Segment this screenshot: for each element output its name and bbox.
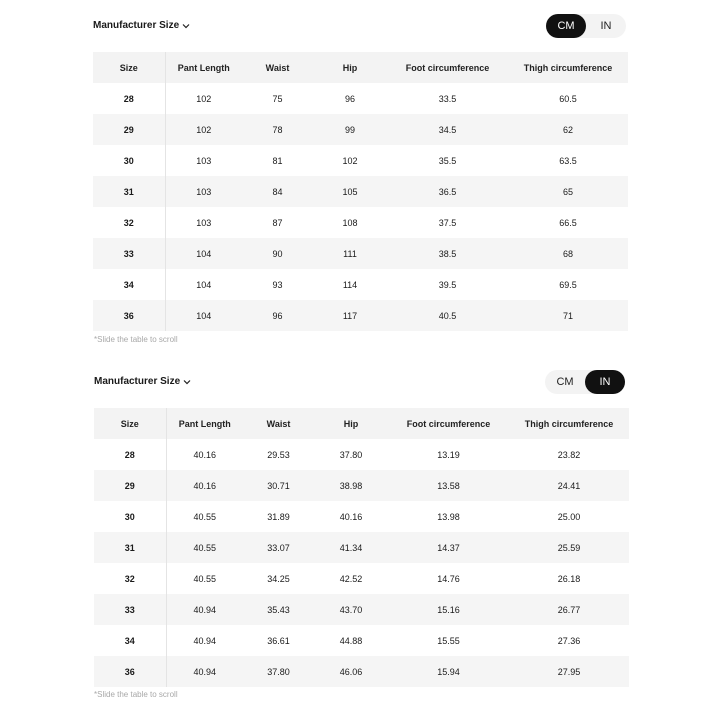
hip-cell: 108 — [342, 217, 358, 228]
table-row — [93, 114, 628, 145]
pant-length-cell: 40.55 — [166, 532, 243, 563]
foot-circumference-cell: 34.5 — [387, 114, 508, 145]
column-header-size: Size — [93, 52, 165, 83]
pant-length-cell: 40.94 — [166, 656, 243, 687]
foot-circumference-cell: 14.76 — [437, 573, 460, 584]
waist-cell: 90 — [242, 238, 313, 269]
table-row — [94, 594, 629, 625]
column-header-pant-length: Pant Length — [165, 52, 242, 83]
unit-toggle — [545, 370, 625, 394]
thigh-circumference-cell: 27.95 — [509, 656, 629, 687]
size-cell: 30 — [93, 145, 165, 176]
table-header-row — [93, 52, 628, 83]
waist-cell: 75 — [272, 93, 283, 104]
size-cell: 30 — [94, 501, 166, 532]
unit-in-button[interactable]: IN — [600, 20, 612, 32]
size-cell: 32 — [93, 207, 165, 238]
table-row — [93, 300, 628, 331]
hip-cell: 102 — [342, 155, 358, 166]
hip-cell: 105 — [313, 176, 387, 207]
table-row — [94, 656, 629, 687]
hip-cell: 114 — [342, 279, 358, 290]
hip-cell: 40.16 — [339, 511, 363, 522]
table-row — [93, 83, 628, 114]
waist-cell: 29.53 — [267, 449, 290, 460]
column-header-thigh-circumference: Thigh circumference — [509, 408, 629, 439]
foot-circumference-cell: 13.58 — [388, 470, 509, 501]
pant-length-cell: 40.16 — [166, 470, 243, 501]
hip-cell: 42.52 — [339, 573, 363, 584]
thigh-circumference-cell: 60.5 — [559, 93, 577, 104]
pant-length-cell: 104 — [165, 300, 242, 331]
pant-length-cell: 104 — [196, 279, 212, 290]
pant-length-cell: 40.94 — [193, 635, 217, 646]
thigh-circumference-cell: 26.77 — [509, 594, 629, 625]
column-header-foot-circumference: Foot circumference — [388, 408, 509, 439]
size-cell: 29 — [93, 114, 165, 145]
pant-length-cell: 102 — [165, 114, 242, 145]
thigh-circumference-cell: 62 — [508, 114, 628, 145]
hip-cell: 99 — [313, 114, 387, 145]
size-cell: 31 — [94, 532, 166, 563]
foot-circumference-cell: 15.16 — [388, 594, 509, 625]
waist-cell: 84 — [242, 176, 313, 207]
foot-circumference-cell: 40.5 — [387, 300, 508, 331]
thigh-circumference-cell: 63.5 — [559, 155, 577, 166]
waist-cell: 37.80 — [243, 656, 314, 687]
waist-cell: 30.71 — [243, 470, 314, 501]
table-row — [93, 269, 628, 300]
waist-cell: 35.43 — [243, 594, 314, 625]
thigh-circumference-cell: 24.41 — [509, 470, 629, 501]
hip-cell: 41.34 — [314, 532, 388, 563]
scroll-hint: *Slide the table to scroll — [94, 335, 178, 344]
thigh-circumference-cell: 68 — [508, 238, 628, 269]
unit-in-button[interactable]: IN — [585, 370, 625, 394]
thigh-circumference-cell: 66.5 — [559, 217, 577, 228]
table-row — [94, 439, 629, 470]
size-cell: 29 — [94, 470, 166, 501]
hip-cell: 44.88 — [339, 635, 363, 646]
size-table[interactable] — [94, 408, 629, 687]
foot-circumference-cell: 15.55 — [437, 635, 460, 646]
size-cell: 36 — [94, 656, 166, 687]
waist-cell: 36.61 — [267, 635, 290, 646]
chevron-down-icon — [183, 378, 191, 386]
unit-cm-button[interactable]: CM — [546, 14, 586, 38]
thigh-circumference-cell: 26.18 — [557, 573, 581, 584]
column-header-waist: Waist — [242, 52, 313, 83]
table-row — [94, 501, 629, 532]
pant-length-cell: 40.55 — [193, 511, 217, 522]
foot-circumference-cell: 14.37 — [388, 532, 509, 563]
thigh-circumference-cell: 65 — [508, 176, 628, 207]
pant-length-cell: 103 — [165, 176, 242, 207]
column-header-size: Size — [94, 408, 166, 439]
size-cell: 34 — [94, 625, 166, 656]
foot-circumference-cell: 39.5 — [438, 279, 457, 290]
scroll-hint: *Slide the table to scroll — [94, 690, 178, 699]
foot-circumference-cell: 33.5 — [438, 93, 457, 104]
foot-circumference-cell: 15.94 — [388, 656, 509, 687]
waist-cell: 96 — [242, 300, 313, 331]
table-row — [94, 563, 629, 594]
pant-length-cell: 104 — [165, 238, 242, 269]
pant-length-cell: 103 — [196, 217, 212, 228]
waist-cell: 34.25 — [267, 573, 290, 584]
thigh-circumference-cell: 69.5 — [559, 279, 577, 290]
table-row — [94, 470, 629, 501]
table-row — [93, 176, 628, 207]
manufacturer-size-dropdown[interactable] — [94, 376, 191, 387]
waist-cell: 87 — [272, 217, 283, 228]
size-cell: 33 — [94, 594, 166, 625]
manufacturer-size-label: Manufacturer Size — [94, 376, 181, 387]
unit-toggle — [546, 14, 626, 38]
hip-cell: 96 — [344, 93, 355, 104]
thigh-circumference-cell: 23.82 — [557, 449, 581, 460]
table-row — [94, 532, 629, 563]
table-header-row — [94, 408, 629, 439]
table-row — [93, 238, 628, 269]
pant-length-cell: 102 — [196, 93, 212, 104]
thigh-circumference-cell: 27.36 — [557, 635, 581, 646]
size-cell: 34 — [93, 269, 165, 300]
thigh-circumference-cell: 25.59 — [509, 532, 629, 563]
foot-circumference-cell: 35.5 — [438, 155, 457, 166]
size-cell: 31 — [93, 176, 165, 207]
pant-length-cell: 40.94 — [166, 594, 243, 625]
size-table[interactable] — [93, 52, 628, 331]
waist-cell: 33.07 — [243, 532, 314, 563]
foot-circumference-cell: 38.5 — [387, 238, 508, 269]
hip-cell: 38.98 — [314, 470, 388, 501]
foot-circumference-cell: 37.5 — [438, 217, 457, 228]
size-cell: 28 — [93, 83, 165, 114]
hip-cell: 46.06 — [314, 656, 388, 687]
size-cell: 36 — [93, 300, 165, 331]
table-row — [93, 145, 628, 176]
manufacturer-size-label: Manufacturer Size — [93, 20, 180, 31]
waist-cell: 31.89 — [267, 511, 290, 522]
hip-cell: 111 — [313, 238, 387, 269]
waist-cell: 93 — [272, 279, 283, 290]
foot-circumference-cell: 36.5 — [387, 176, 508, 207]
waist-cell: 81 — [272, 155, 283, 166]
waist-cell: 78 — [242, 114, 313, 145]
foot-circumference-cell: 13.98 — [437, 511, 460, 522]
table-row — [93, 207, 628, 238]
chevron-down-icon — [182, 22, 190, 30]
hip-cell: 117 — [313, 300, 387, 331]
size-cell: 32 — [94, 563, 166, 594]
unit-cm-button[interactable]: CM — [556, 376, 574, 388]
thigh-circumference-cell: 71 — [508, 300, 628, 331]
manufacturer-size-dropdown[interactable] — [93, 20, 190, 31]
size-cell: 33 — [93, 238, 165, 269]
hip-cell: 37.80 — [339, 449, 363, 460]
table-row — [94, 625, 629, 656]
column-header-foot-circumference: Foot circumference — [387, 52, 508, 83]
column-header-waist: Waist — [243, 408, 314, 439]
column-header-pant-length: Pant Length — [166, 408, 243, 439]
column-header-hip: Hip — [314, 408, 388, 439]
pant-length-cell: 40.16 — [193, 449, 217, 460]
hip-cell: 43.70 — [314, 594, 388, 625]
pant-length-cell: 103 — [196, 155, 212, 166]
thigh-circumference-cell: 25.00 — [557, 511, 581, 522]
pant-length-cell: 40.55 — [193, 573, 217, 584]
foot-circumference-cell: 13.19 — [437, 449, 460, 460]
column-header-thigh-circumference: Thigh circumference — [508, 52, 628, 83]
size-cell: 28 — [94, 439, 166, 470]
column-header-hip: Hip — [313, 52, 387, 83]
